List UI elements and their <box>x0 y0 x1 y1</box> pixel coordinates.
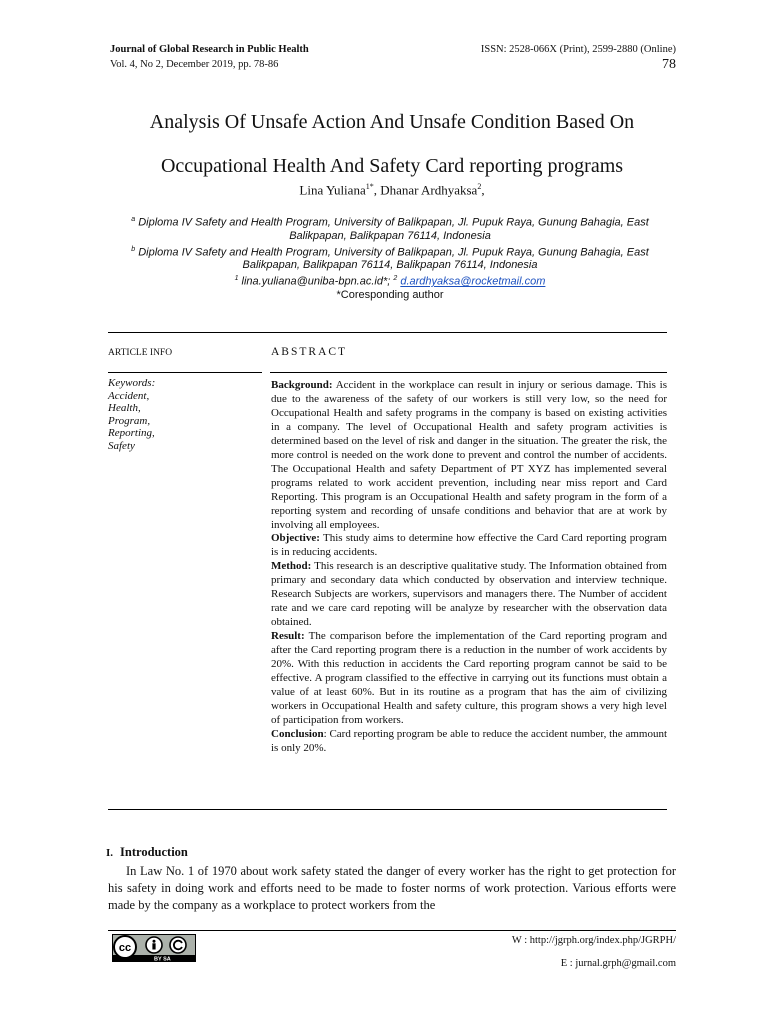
divider-top <box>108 332 667 333</box>
author-1: Lina Yuliana <box>299 182 366 198</box>
affiliation-b-marker: b <box>131 245 136 253</box>
corresponding-author-note: *Coresponding author <box>336 288 444 301</box>
email-2-marker: 2 <box>393 275 398 283</box>
divider-abstract <box>270 372 667 373</box>
method-text: This research is an descriptive qualitative study. The Information obtained from primary and secondary data which conducted by observation and interview technique. Research Subjects are workers, supervisors and managers there. The Number of accident rate and we care card repoting will be analyze by researcher with the observation data obtained. <box>271 560 667 629</box>
introduction-paragraph: In Law No. 1 of 1970 about work safety stated the danger of every worker has the right to get protection for his safety in doing work and efforts need to be made to foster norms of work protection. Various efforts were made by the company as a workplace to protect workers from the <box>108 864 676 912</box>
introduction-body <box>108 863 676 914</box>
affiliation-a-line-1 <box>110 213 670 230</box>
divider-bottom <box>108 809 667 810</box>
author-separator: , <box>373 182 381 198</box>
article-info-label: ARTICLE INFO <box>108 348 173 358</box>
footer-email[interactable]: E : jurnal.grph@gmail.com <box>560 958 676 969</box>
email-1-marker: 1 <box>234 275 239 283</box>
conclusion-label: Conclusion <box>271 727 324 740</box>
license-badge-text: BY SA <box>154 956 171 962</box>
title-line-1: Analysis Of Unsafe Action And Unsafe Condition Based On <box>149 111 635 133</box>
svg-text:cc: cc <box>118 942 132 954</box>
keyword-item: Health, <box>108 402 141 414</box>
title-line-2: Occupational Health And Safety Card reporting programs <box>160 155 624 177</box>
paper-title <box>100 100 684 188</box>
email-1: lina.yuliana@uniba-bpn.ac.id*; <box>241 275 391 288</box>
affiliation-b-text-1: Diploma IV Safety and Health Program, University of Balikpapan, Jl. Pupuk Raya, Gunung Bahagia, East <box>138 246 649 259</box>
author-2: Dhanar Ardhyaksa <box>380 182 478 198</box>
email-2-link[interactable]: d.ardhyaksa@rocketmail.com <box>400 275 546 288</box>
volume-info: Vol. 4, No 2, December 2019, pp. 78-86 <box>110 59 279 70</box>
abstract-conclusion <box>271 728 667 756</box>
objective-text: This study aims to determine how effective the Card Card reporting program is in reducing accidents. <box>271 532 667 559</box>
section-title: Introduction <box>120 845 188 859</box>
result-text: The comparison before the implementation of the Card reporting program and after the Card reporting program there is a reduction in the number of work accidents by 20%. With this reduction in accidents the Card reporting program cannot be said to be effective. A program classified to the effective in carrying out its functions must obtain a value of at least 60%. But in its routine as a program that has the aim of civilizing workers in Occupational Health and safety culture, this program shows a very high level of participation from workers. <box>271 630 667 726</box>
background-label: Background: <box>271 379 333 391</box>
affiliation-b-line-1 <box>110 243 670 260</box>
footer-website[interactable]: W : http://jgrph.org/index.php/JGRPH/ <box>511 935 676 946</box>
affiliation-a-marker: a <box>131 216 136 223</box>
keyword-item: Reporting, <box>108 427 155 439</box>
cc-license-icon <box>112 934 196 962</box>
affiliations <box>110 213 670 302</box>
issn: ISSN: 2528-066X (Print), 2599-2880 (Online) <box>480 44 676 55</box>
affiliation-a-line-2: Balikpapan, Balikpapan 76114, Indonesia <box>289 229 491 242</box>
keyword-item: Safety <box>108 439 135 452</box>
cc-by-sa-license-badge[interactable] <box>112 934 196 962</box>
section-heading-introduction <box>106 845 188 860</box>
result-label: Result: <box>271 630 305 643</box>
abstract-objective <box>271 532 667 560</box>
background-text: Accident in the workplace can result in injury or serious damage. This is due to the awareness of the safety of our workers is still very low, so the need for Occupational Health and safety programs in the company is based on existing activities in a company. The level of Occupational Health and safety program activities is determined based on the level of risk and danger in the situation. The greater the risk, the more control is needed on the work done to prevent and control the number of accidents. The Occupational Health and safety Department of PT XYZ has implemented several programs related to work accident prevention, including near miss report and Card Reporting. This program is an Occupational Health and safety program in the form of a reporting system and recording of unsafe conditions and behavior that are at work by involving all employees. <box>271 379 667 531</box>
keyword-item: Accident, <box>108 389 150 402</box>
abstract-method <box>271 560 667 630</box>
page-number: 78 <box>662 57 676 72</box>
keywords-label: Keywords: <box>108 377 156 389</box>
abstract-body <box>271 379 667 756</box>
keywords-block <box>108 377 258 452</box>
conclusion-text: : Card reporting program be able to reduce the accident number, the ammount is only 20%. <box>271 727 667 754</box>
abstract-result <box>271 630 667 728</box>
abstract-label: ABSTRACT <box>271 346 348 358</box>
section-number: I. <box>106 847 114 859</box>
affiliation-b-line-2: Balikpapan, Balikpapan 76114, Balikpapan 76114, Indonesia <box>242 259 538 272</box>
author-trailing: , <box>481 182 485 198</box>
journal-header-left <box>110 42 309 72</box>
divider-article-info <box>108 372 262 373</box>
abstract-background <box>271 379 667 532</box>
author-list <box>100 182 684 198</box>
keyword-item: Program, <box>108 414 151 427</box>
method-label: Method: <box>271 560 312 573</box>
affiliation-a-text-1: Diploma IV Safety and Health Program, University of Balikpapan, Jl. Pupuk Raya, Gunung Bahagia, East <box>138 216 649 229</box>
author-1-sup: 1* <box>365 182 374 191</box>
email-line <box>110 272 670 289</box>
footer-divider <box>108 930 676 931</box>
journal-header-right <box>481 42 676 72</box>
author-2-sup: 2 <box>477 182 482 191</box>
journal-name: Journal of Global Research in Public Health <box>110 44 309 55</box>
objective-label: Objective: <box>271 532 320 545</box>
